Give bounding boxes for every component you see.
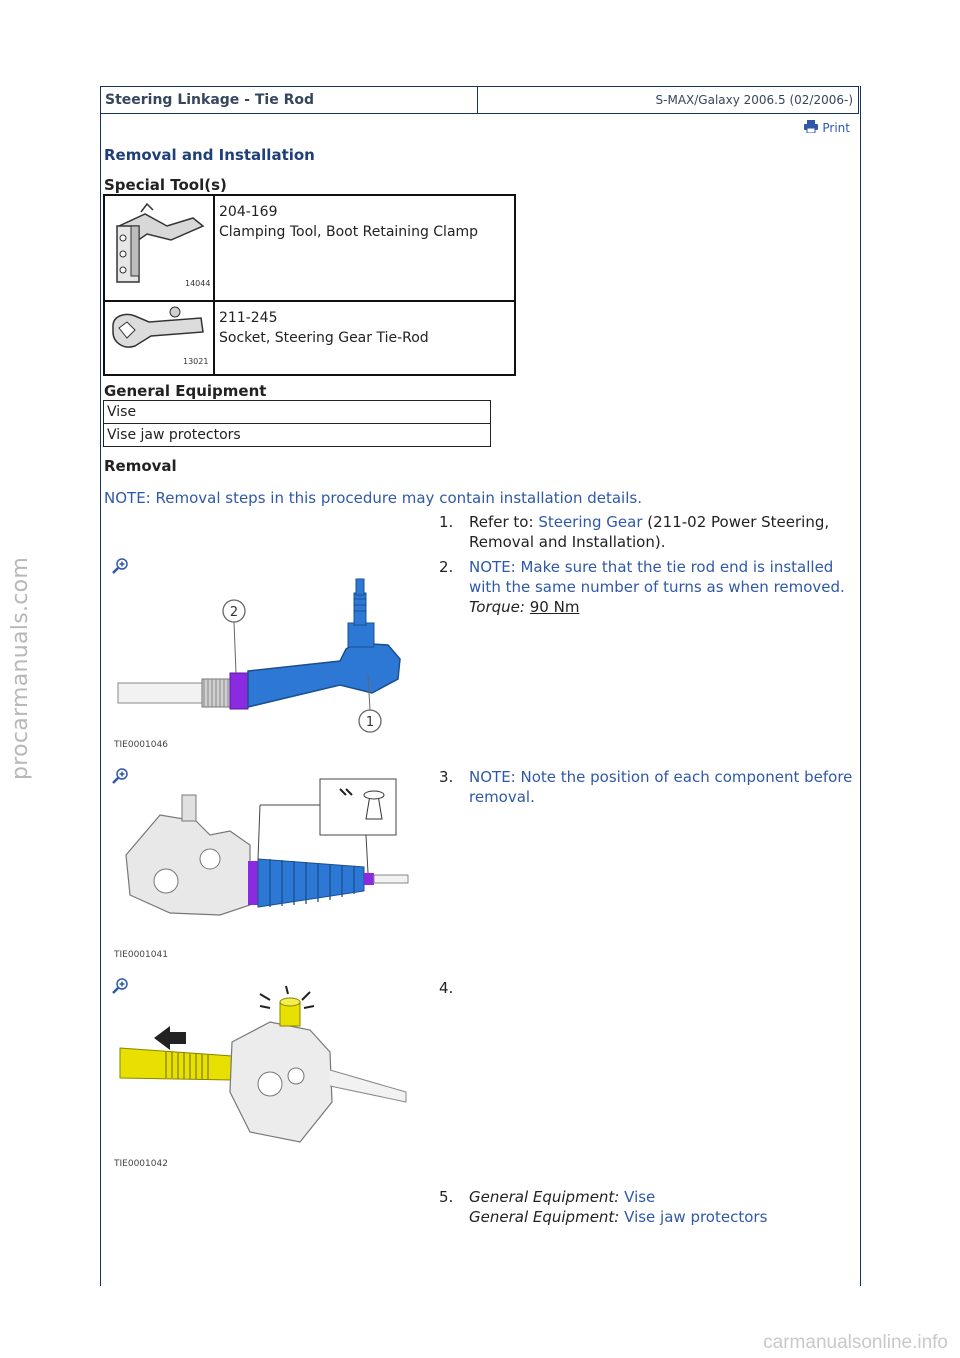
special-tools-heading: Special Tool(s)	[104, 176, 227, 194]
step-note: NOTE: Make sure that the tie rod end is installed with the same number of turns as when removed.	[469, 558, 845, 596]
equipment-label: General Equipment:	[469, 1188, 620, 1206]
steering-gear-link[interactable]: Steering Gear	[538, 513, 643, 531]
step-note: NOTE: Note the position of each component before removal.	[469, 768, 853, 806]
step-number: 4.	[439, 979, 454, 997]
vehicle-model: S-MAX/Galaxy 2006.5 (02/2006-)	[655, 93, 853, 107]
tie-rod-socket-figure	[110, 982, 410, 1172]
equipment-item: Vise jaw protectors	[104, 424, 491, 447]
equipment-row	[104, 401, 491, 424]
callout-1: 1	[365, 715, 375, 730]
printer-icon	[804, 120, 818, 136]
step-5	[439, 1187, 854, 1227]
removal-note: NOTE: Removal steps in this procedure may contain installation details.	[104, 489, 642, 507]
tool-row	[104, 195, 515, 301]
figure-code: TIE0001041	[114, 950, 168, 960]
torque-label: Torque:	[469, 598, 525, 616]
step-refer-prefix: Refer to:	[469, 513, 539, 531]
tool-row	[104, 301, 515, 375]
print-label: Print	[822, 121, 850, 135]
tie-rod-end-figure	[110, 575, 410, 755]
equipment-label: General Equipment:	[469, 1208, 620, 1226]
tool-description-cell	[214, 301, 515, 375]
vise-jaw-protectors-link[interactable]: Vise jaw protectors	[624, 1208, 768, 1226]
tool-image-cell	[104, 195, 214, 301]
tool-name: Socket, Steering Gear Tie-Rod	[219, 330, 429, 346]
page-header	[100, 86, 859, 114]
step-1	[439, 512, 854, 552]
tool-image-label: 14044	[185, 279, 211, 288]
equipment-row	[104, 424, 491, 447]
removal-heading: Removal	[104, 457, 177, 475]
tool-name: Clamping Tool, Boot Retaining Clamp	[219, 224, 479, 240]
step-2	[439, 557, 854, 617]
side-watermark: procarmanuals.com	[8, 556, 33, 780]
torque-value: 90 Nm	[529, 598, 580, 616]
print-button[interactable]	[804, 120, 850, 136]
figure-code: TIE0001046	[114, 740, 168, 750]
zoom-icon[interactable]	[112, 558, 128, 574]
steering-boot-figure	[110, 775, 410, 965]
page-title: Steering Linkage - Tie Rod	[101, 87, 478, 113]
tool-code: 211-245	[219, 310, 278, 326]
vise-link[interactable]: Vise	[624, 1188, 656, 1206]
tool-image-label: 13021	[183, 357, 209, 366]
tool-code: 204-169	[219, 204, 278, 220]
special-tools-table	[103, 194, 516, 376]
socket-tool-image	[105, 302, 213, 370]
bottom-watermark: carmanualsonline.info	[763, 1332, 948, 1353]
step-number: 3.	[439, 768, 454, 786]
step-number: 2.	[439, 558, 454, 576]
step-3	[439, 767, 854, 807]
step-number: 5.	[439, 1188, 454, 1206]
equipment-item: Vise	[104, 401, 491, 424]
removal-installation-heading: Removal and Installation	[104, 146, 315, 164]
tool-image-cell	[104, 301, 214, 375]
figure-code: TIE0001042	[114, 1159, 168, 1169]
general-equipment-table	[103, 400, 491, 447]
step-number: 1.	[439, 513, 454, 531]
callout-2: 2	[229, 605, 239, 620]
general-equipment-heading: General Equipment	[104, 382, 267, 400]
step-refer-suffix: (211-02 Power Steering, Removal and Installation).	[469, 513, 830, 551]
clamping-tool-image	[105, 196, 213, 296]
tool-description-cell	[214, 195, 515, 301]
